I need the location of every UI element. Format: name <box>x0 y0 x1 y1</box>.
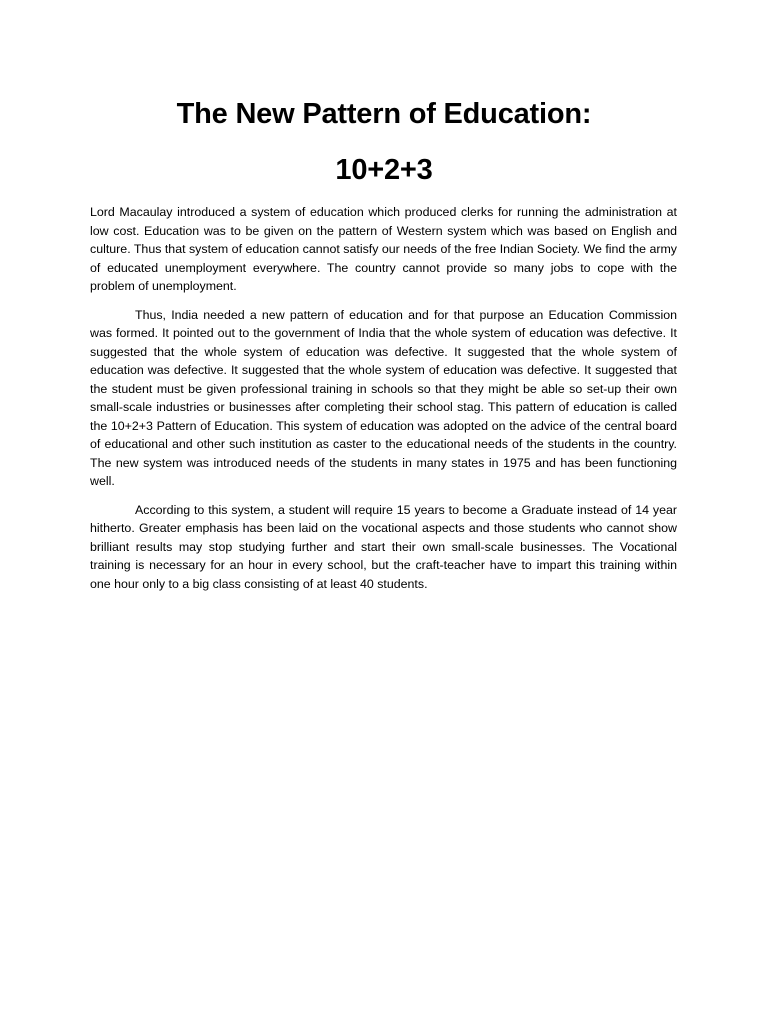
paragraph-2: Thus, India needed a new pattern of education and for that purpose an Education Commission was formed. It pointed out to the government of India that the whole system of education was defective. It suggested that the whole system of education was defective. It suggested that the whole system of education was defective. It suggested that the whole system of education was defective. It suggested that the student must be given professional training in schools so that they might be able so set-up their own small-scale industries or businesses after completing their school stag. This pattern of education is called the 10+2+3 Pattern of Education. This system of education was adopted on the advice of the central board of educational and other such institution as caster to the educational needs of the students in the country. The new system was introduced needs of the students in many states in 1975 and has been functioning well. <box>90 307 677 488</box>
document-subtitle: 10+2+3 <box>335 154 433 186</box>
document-title: The New Pattern of Education: <box>176 98 592 130</box>
document-body <box>90 203 677 603</box>
paragraph-3: According to this system, a student will require 15 years to become a Graduate instead of 14 year hitherto. Greater emphasis has been laid on the vocational aspects and those students who cannot show brilliant results may stop studying further and start their own small-scale businesses. The Vocational training is necessary for an hour in every school, but the craft-teacher have to impart this training within one hour only to a big class consisting of at least 40 students. <box>90 502 677 591</box>
paragraph-1: Lord Macaulay introduced a system of education which produced clerks for running the administration at low cost. Education was to be given on the pattern of Western system which was based on English and culture. Thus that system of education cannot satisfy our needs of the free Indian Society. We find the army of educated unemployment everywhere. The country cannot provide so many jobs to cope with the problem of unemployment. <box>90 205 677 293</box>
